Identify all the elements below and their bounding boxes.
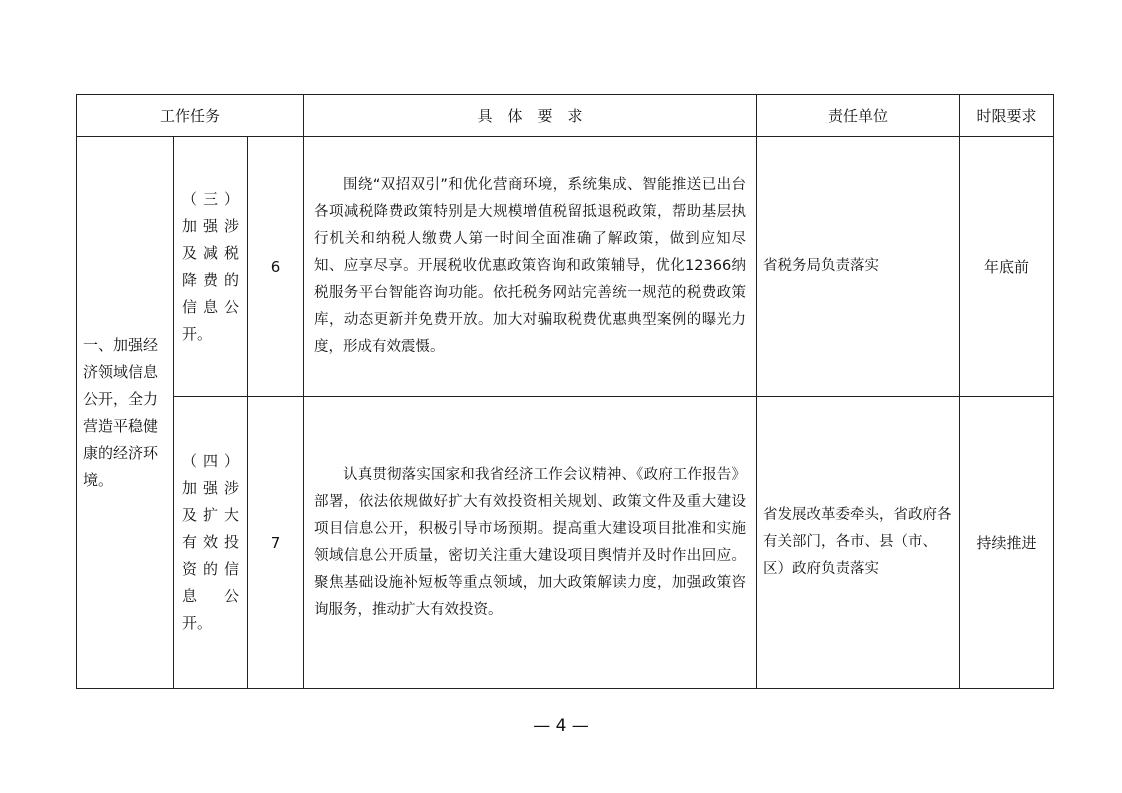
deadline-cell: 年底前 xyxy=(960,137,1054,397)
subtask-cell: （三）加强涉及减税降费的信息公开。 xyxy=(174,137,248,397)
responsible-unit-cell: 省发展改革委牵头，省政府各有关部门，各市、县（市、区）政府负责落实 xyxy=(757,397,960,689)
subtask-cell: （四）加强涉及扩大有效投资的信息公开。 xyxy=(174,397,248,689)
deadline-cell: 持续推进 xyxy=(960,397,1054,689)
item-number: 6 xyxy=(248,137,304,397)
requirement-cell xyxy=(304,137,757,397)
header-task: 工作任务 xyxy=(77,95,304,137)
requirement-cell xyxy=(304,397,757,689)
item-number: 7 xyxy=(248,397,304,689)
table-row xyxy=(77,137,1054,397)
requirement-text: 围绕“双招双引”和优化营商环境，系统集成、智能推送已出台各项减税降费政策特别是大规模增值税留抵退税政策，帮助基层执行机关和纳税人缴费人第一时间全面准确了解政策，做到应知尽知、应享尽享。开展税收优惠政策咨询和政策辅导，优化12366纳税服务平台智能咨询功能。依托税务网站完善统一规范的税费政策库，动态更新并免费开放。加大对骗取税费优惠典型案例的曝光力度，形成有效震慑。 xyxy=(314,177,747,355)
work-task-table xyxy=(76,94,1054,689)
requirement-text: 认真贯彻落实国家和我省经济工作会议精神、《政府工作报告》部署，依法依规做好扩大有效投资相关规划、政策文件及重大建设项目信息公开，积极引导市场预期。提高重大建设项目批准和实施领域信息公开质量，密切关注重大建设项目舆情并及时作出回应。聚焦基础设施补短板等重点领域，加大政策解读力度，加强政策咨询服务，推动扩大有效投资。 xyxy=(314,466,747,618)
responsible-unit-cell: 省税务局负责落实 xyxy=(757,137,960,397)
header-row xyxy=(77,95,1054,137)
header-deadline: 时限要求 xyxy=(960,95,1054,137)
header-requirement: 具 体 要 求 xyxy=(304,95,757,137)
header-unit: 责任单位 xyxy=(757,95,960,137)
page-number: — 4 — xyxy=(533,716,589,736)
table-row xyxy=(77,397,1054,689)
category-cell: 一、加强经济领域信息公开，全力营造平稳健康的经济环境。 xyxy=(77,137,174,689)
